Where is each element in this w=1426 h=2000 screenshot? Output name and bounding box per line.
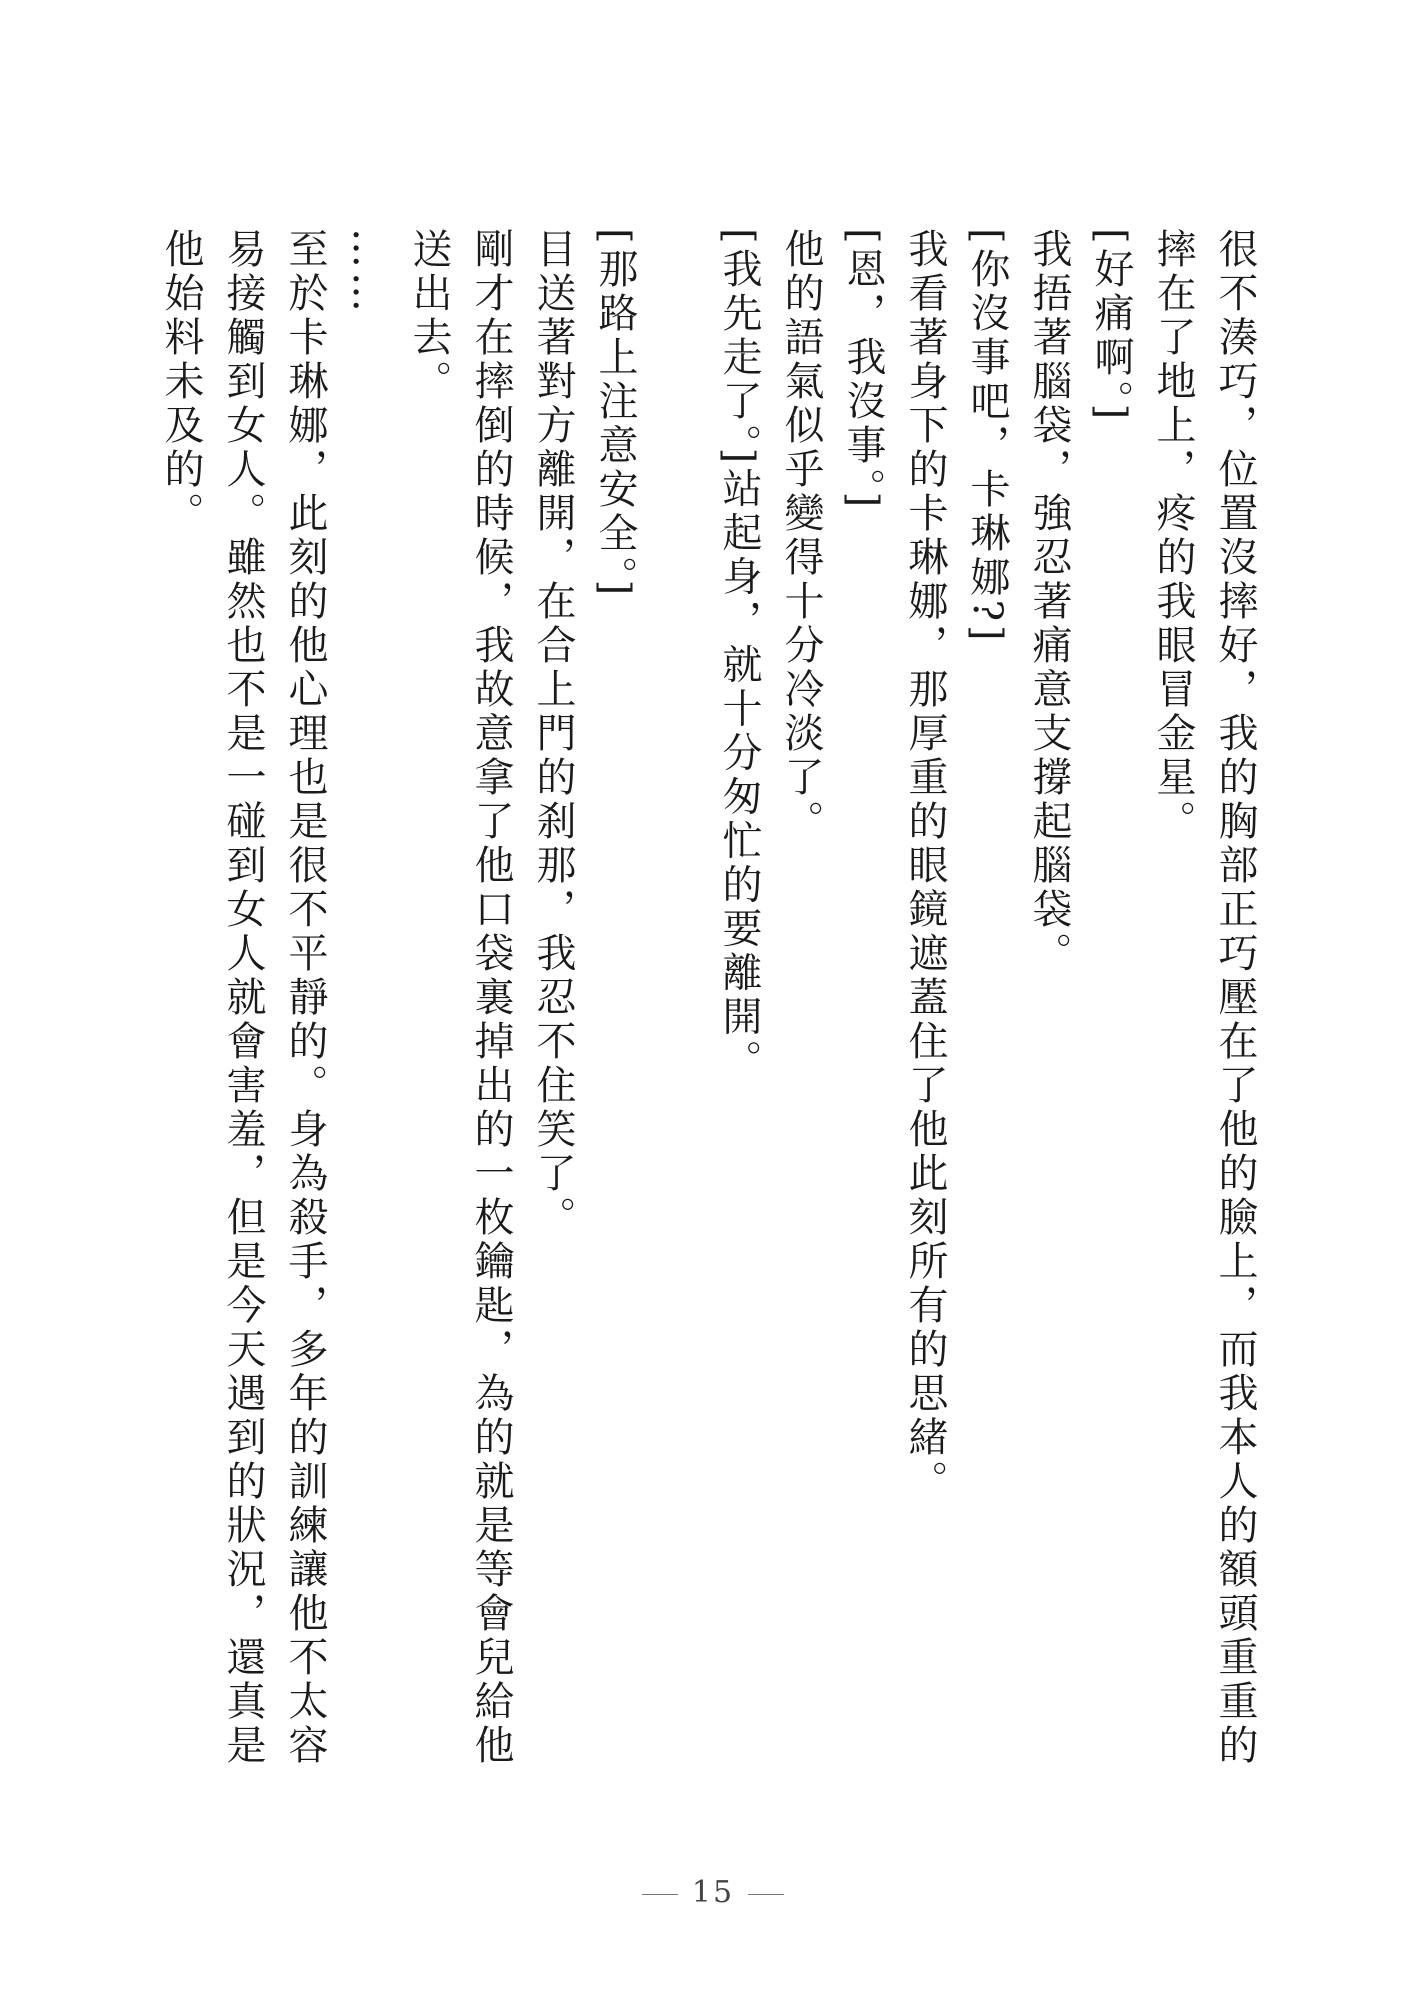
paragraph: 很不湊巧，位置沒摔好，我的胸部正巧壓在了他的臉上，而我本人的額頭重重的摔在了地上，疼的我眼冒金星。 [1150, 228, 1258, 1768]
paragraph: 至於卡琳娜，此刻的他心理也是很不平靜的。身為殺手，多年的訓練讓他不太容易接觸到女人。雖然也不是一碰到女人就會害羞，但是今天遇到的狀況，還真是他始料未及的。 [158, 228, 328, 1768]
paragraph: 他的語氣似乎變得十分冷淡了。 [778, 228, 824, 844]
page-footer [0, 1875, 1426, 1910]
ellipsis-separator: …… [344, 228, 390, 316]
right-dash [748, 1894, 784, 1895]
paragraph: 目送著對方離開，在合上門的刹那，我忍不住笑了。 [530, 228, 576, 1240]
paragraph: [那路上注意安全。] [592, 228, 638, 600]
paragraph: [你沒事吧，卡琳娜?] [964, 228, 1010, 645]
paragraph: [我先走了。]站起身，就十分匆忙的要離開。 [716, 228, 762, 1084]
paragraph: 我看著身下的卡琳娜，那厚重的眼鏡遮蓋住了他此刻所有的思緒。 [902, 228, 948, 1504]
left-dash [642, 1894, 678, 1895]
paragraph: 剛才在摔倒的時候，我故意拿了他口袋裏掉出的一枚鑰匙，為的就是等會兒給他送出去。 [406, 228, 514, 1768]
page-number: 15 [691, 1875, 735, 1910]
paragraph: [恩，我沒事。] [840, 228, 886, 512]
paragraph: [好痛啊。] [1088, 228, 1134, 424]
paragraph: 我捂著腦袋，強忍著痛意支撐起腦袋。 [1026, 228, 1072, 976]
body-text [150, 228, 1266, 1808]
